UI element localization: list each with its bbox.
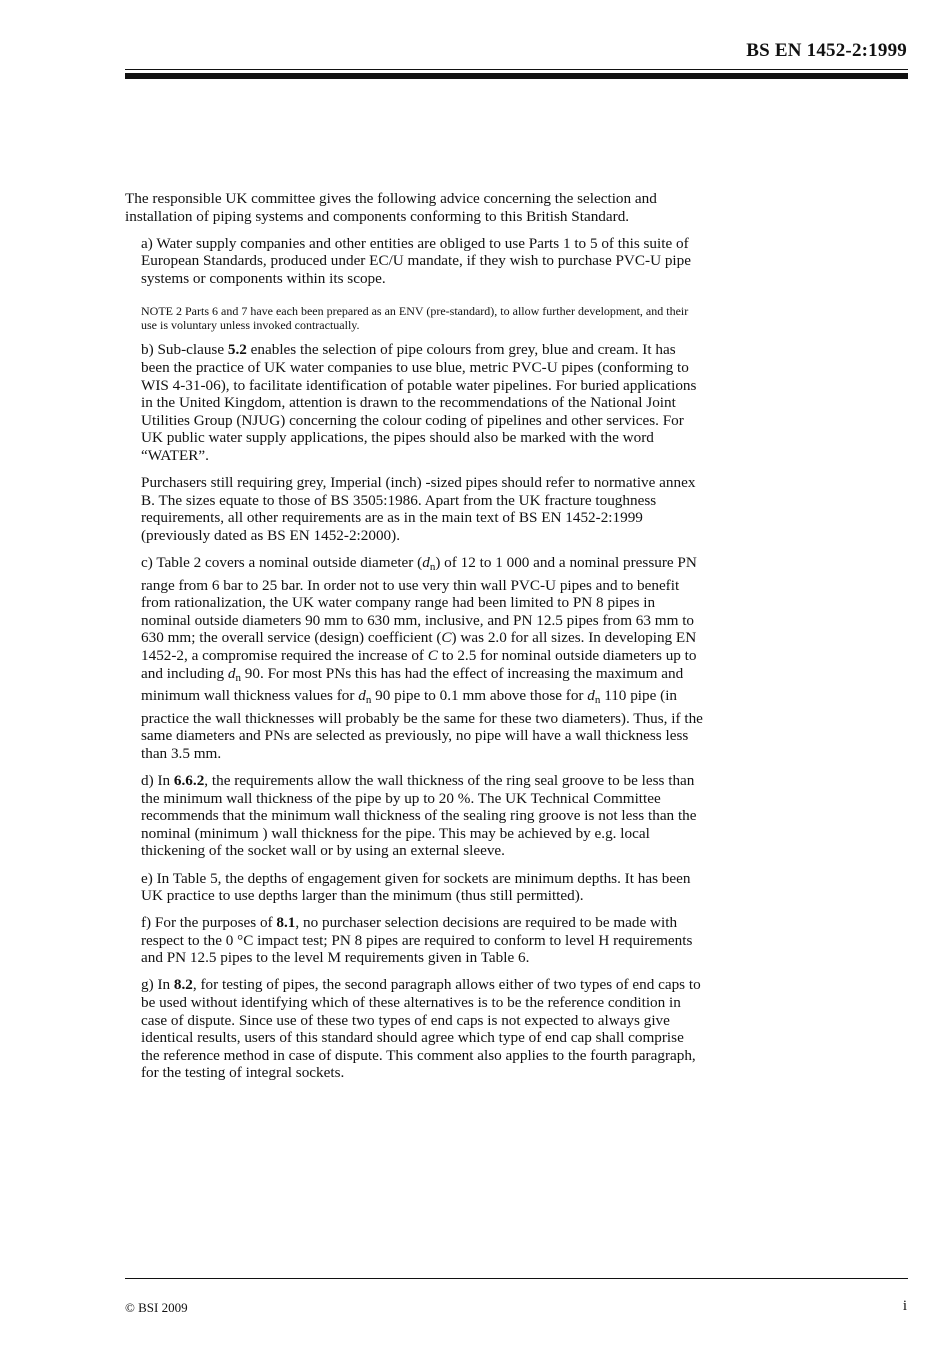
clause-ref: 6.6.2 bbox=[173, 772, 205, 790]
clause-ref: 8.1 bbox=[276, 914, 296, 932]
purchasers-paragraph: Purchasers still requiring grey, Imperial (inch) -sized pipes should refer to normative annex B. The sizes equate to those of BS 3505:1986. Apart from the UK fracture toughness requirements, all other requirements are as in the main text of BS EN 1452-2:1999 (previously dated as BS EN 1452-2:2000). bbox=[141, 474, 696, 544]
item-f: f) For the purposes of 8.1, no purchaser selection decisions are required to be made with respect to the 0 °C impact test; PN 8 pipes are required to conform to level H requirements and PN 12.5 pipes to the level M requirements given in Table 6. bbox=[141, 914, 693, 967]
item-c: c) Table 2 covers a nominal outside diameter $(d_n)$ of 12 to 1 000 and a nominal pressure PN range from 6 bar to 25 bar. In order not to use very thin wall PVC-U pipes and to benefit from rationalization, the UK water company range had been limited to PN 8 pipes in nominal outside diameters 90 mm to 630 mm, inclusive, and PN 12.5 pipes from 63 mm to 630 mm; the overall service (design) coefficient (C) was 2.0 for all sizes. In developing EN 1452-2, a compromise required the increase of C to 2.5 for nominal outside diameters up to and including $d_n$ 90. For most PNs this has had the effect of increasing the maximum and minimum wall thickness values for $d_n$ 90 pipe to 0.1 mm above those for $d_n$ 110 pipe (in practice the wall thicknesses will probably be the same for these two diameters). Thus, if the same diameters and PNs are selected as previously, no pipe will have a wall thickness less than 3.5 mm. bbox=[141, 554, 703, 762]
item-e: e) In Table 5, the depths of engagement given for sockets are minimum depths. It has been UK practice to use depths larger than the minimum (thus still permitted). bbox=[141, 869, 691, 905]
note-2: NOTE 2 Parts 6 and 7 have each been prepared as an ENV (pre-standard), to allow further development, and their use is voluntary unless invoked contractually. bbox=[141, 304, 689, 333]
header-rule-thin bbox=[125, 69, 908, 70]
footer-rule bbox=[125, 1278, 908, 1279]
item-g: g) In 8.2, for testing of pipes, the second paragraph allows either of two types of end caps to be used without identifying which of these alternatives is to be the reference condition in case of dispute. Since use of these two types of end caps is not expected to always give identical results, users of this standard should agree which type of end cap shall comprise the reference method in case of dispute. This comment also applies to the fourth paragraph, for the testing of integral sockets. bbox=[141, 976, 701, 1082]
item-d: d) In 6.6.2, the requirements allow the wall thickness of the ring seal groove to be less than the minimum wall thickness of the pipe by up to 20 %. The UK Technical Committee recommends that the minimum wall thickness of the sealing ring groove is not less than the nominal (minimum ) wall thickness for the pipe. This may be achieved by e.g. local thickening of the socket wall or by using an external sleeve. bbox=[141, 772, 697, 860]
copyright: © BSI 2009 bbox=[125, 1300, 188, 1315]
item-b: b) Sub-clause 5.2 enables the selection of pipe colours from grey, blue and cream. It has been the practice of UK water companies to use blue, metric PVC-U pipes (conforming to WIS 4-31-06), to facilitate identification of potable water pipelines. For buried applications in the United Kingdom, attention is drawn to the recommendations of the National Joint Utilities Group (NJUG) concerning the colour coding of pipelines and other services. For UK public water supply applications, the pipes should also be marked with the word “WATER”. bbox=[141, 341, 697, 465]
intro-paragraph: The responsible UK committee gives the following advice concerning the selection and installation of piping systems and components conforming to this British Standard. bbox=[125, 190, 657, 225]
national-foreword-body bbox=[125, 190, 705, 1092]
page-number: i bbox=[902, 1298, 907, 1314]
clause-ref: 5.2 bbox=[227, 341, 247, 359]
header-rule-thick bbox=[125, 73, 908, 79]
item-a: a) Water supply companies and other entities are obliged to use Parts 1 to 5 of this suite of European Standards, produced under EC/U mandate, if they wish to purchase PVC-U pipe systems or components within its scope. bbox=[141, 234, 691, 287]
clause-ref: 8.2 bbox=[173, 976, 193, 994]
document-id: BS EN 1452-2:1999 bbox=[746, 40, 907, 61]
